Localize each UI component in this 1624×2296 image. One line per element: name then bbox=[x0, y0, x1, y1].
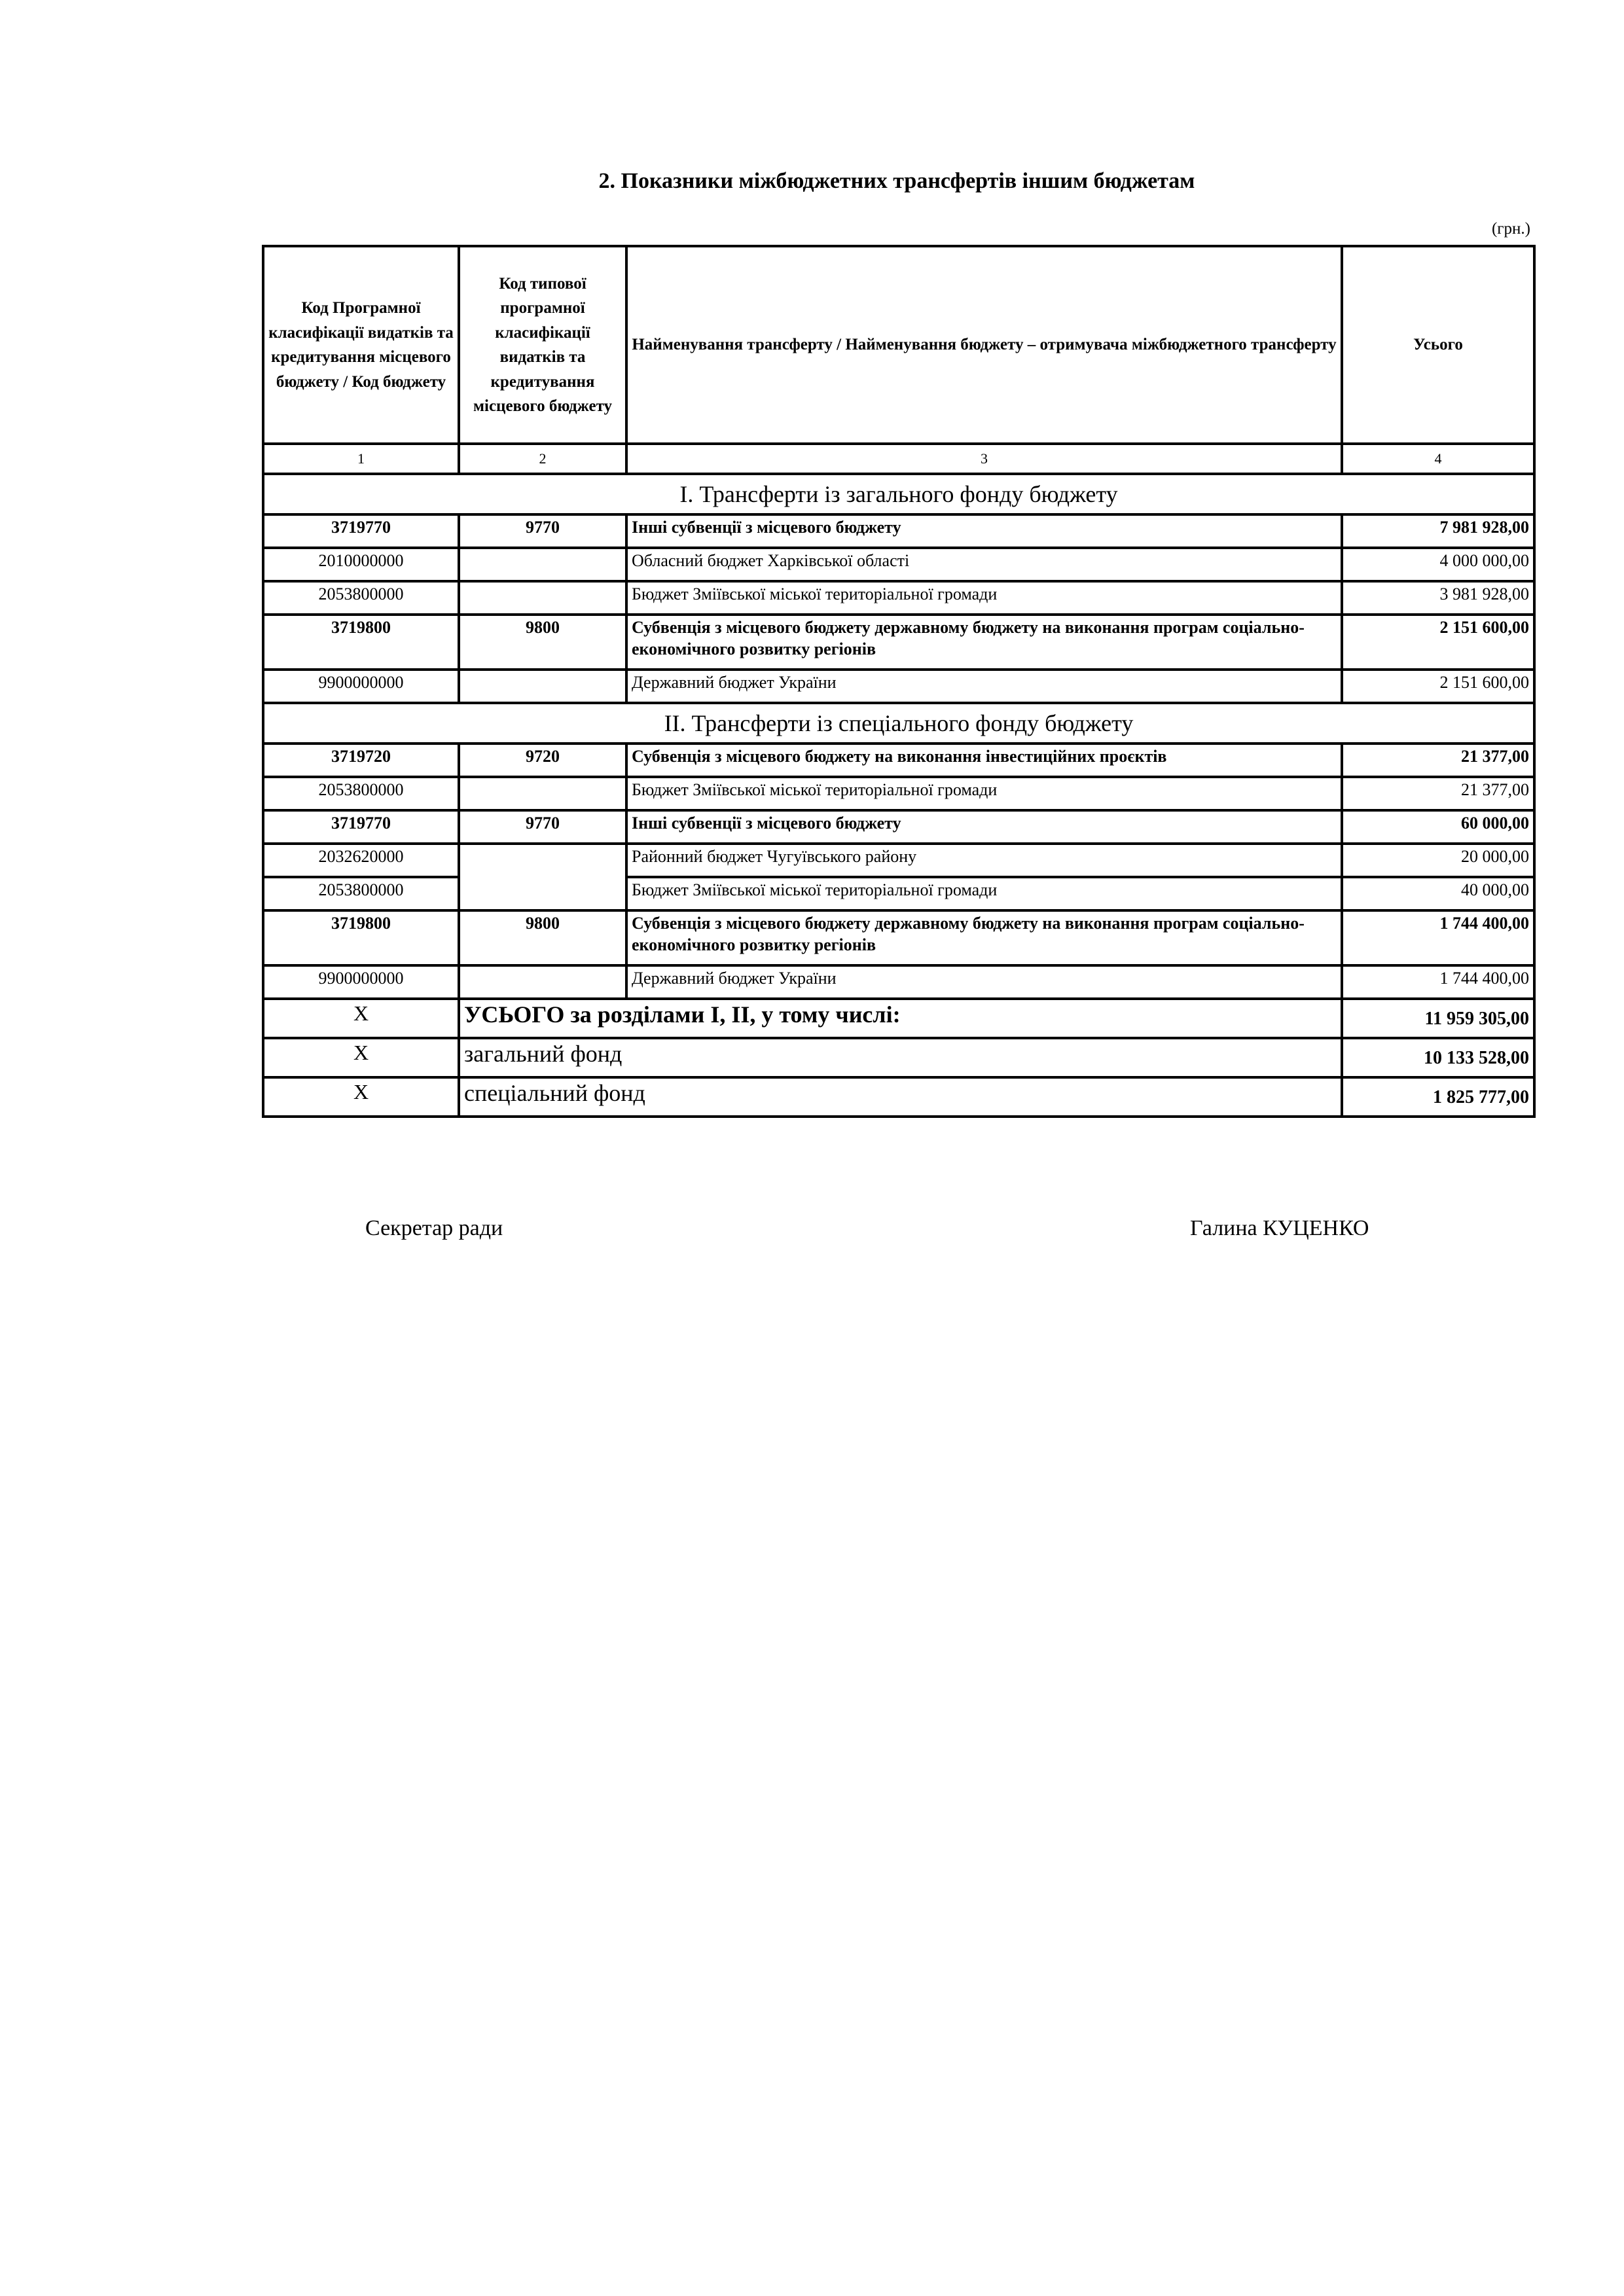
section-1-header bbox=[263, 474, 1534, 514]
table-row bbox=[263, 910, 1534, 965]
budget-code: 2053800000 bbox=[263, 581, 459, 615]
general-fund-label: загальний фонд bbox=[459, 1038, 1342, 1077]
type-code: 9800 bbox=[459, 615, 626, 670]
amount: 4 000 000,00 bbox=[1342, 548, 1534, 581]
budget-name: Обласний бюджет Харківської області bbox=[626, 548, 1342, 581]
type-code bbox=[459, 844, 626, 910]
table-row bbox=[263, 844, 1534, 877]
program-code: 3719800 bbox=[263, 910, 459, 965]
program-code: 3719800 bbox=[263, 615, 459, 670]
type-code bbox=[459, 777, 626, 810]
type-code bbox=[459, 965, 626, 999]
table-row bbox=[263, 581, 1534, 615]
budget-name: Бюджет Зміївської міської територіальної громади bbox=[626, 581, 1342, 615]
transfers-table bbox=[262, 245, 1536, 1118]
header-program-code: Код Програмної класифікації видатків та кредитування місцевого бюджету / Код бюджету bbox=[263, 246, 459, 444]
special-fund-amount: 1 825 777,00 bbox=[1342, 1077, 1534, 1117]
total-amount: 11 959 305,00 bbox=[1342, 999, 1534, 1038]
program-code: 3719720 bbox=[263, 744, 459, 777]
total-label: УСЬОГО за розділами І, ІІ, у тому числі: bbox=[459, 999, 1342, 1038]
type-code: 9800 bbox=[459, 910, 626, 965]
transfer-name: Субвенція з місцевого бюджету державному бюджету на виконання програм соціально-економічного розвитку регіонів bbox=[626, 910, 1342, 965]
column-number: 2 bbox=[459, 444, 626, 474]
budget-code: 9900000000 bbox=[263, 670, 459, 703]
signatory-position: Секретар ради bbox=[365, 1216, 503, 1240]
special-fund-label: спеціальний фонд bbox=[459, 1077, 1342, 1117]
budget-name: Бюджет Зміївської міської територіальної громади bbox=[626, 777, 1342, 810]
total-row bbox=[263, 999, 1534, 1038]
header-transfer-name: Найменування трансферту / Найменування бюджету – отримувача міжбюджетного трансферту bbox=[626, 246, 1342, 444]
type-code: 9770 bbox=[459, 810, 626, 844]
section-2-header bbox=[263, 703, 1534, 744]
amount: 60 000,00 bbox=[1342, 810, 1534, 844]
program-code: 3719770 bbox=[263, 514, 459, 548]
column-numbers-row bbox=[263, 444, 1534, 474]
section-title: I. Трансферти із загального фонду бюджету bbox=[263, 474, 1534, 514]
table-row bbox=[263, 877, 1534, 910]
type-code: 9770 bbox=[459, 514, 626, 548]
total-mark: Х bbox=[263, 999, 459, 1038]
total-mark: Х bbox=[263, 1038, 459, 1077]
amount: 21 377,00 bbox=[1342, 744, 1534, 777]
table-row bbox=[263, 810, 1534, 844]
unit-label: (грн.) bbox=[1491, 220, 1530, 238]
budget-name: Районний бюджет Чугуївського району bbox=[626, 844, 1342, 877]
amount: 3 981 928,00 bbox=[1342, 581, 1534, 615]
type-code bbox=[459, 548, 626, 581]
table-row bbox=[263, 965, 1534, 999]
document-title: 2. Показники міжбюджетних трансфертів іншим бюджетам bbox=[598, 169, 1195, 193]
program-code: 3719770 bbox=[263, 810, 459, 844]
total-mark: Х bbox=[263, 1077, 459, 1117]
amount: 20 000,00 bbox=[1342, 844, 1534, 877]
table-row bbox=[263, 615, 1534, 670]
header-type-code: Код типової програмної класифікації видатків та кредитування місцевого бюджету bbox=[459, 246, 626, 444]
budget-code: 9900000000 bbox=[263, 965, 459, 999]
amount: 1 744 400,00 bbox=[1342, 910, 1534, 965]
budget-name: Державний бюджет України bbox=[626, 965, 1342, 999]
type-code: 9720 bbox=[459, 744, 626, 777]
budget-code: 2053800000 bbox=[263, 777, 459, 810]
column-number: 1 bbox=[263, 444, 459, 474]
transfer-name: Інші субвенції з місцевого бюджету bbox=[626, 810, 1342, 844]
header-total: Усього bbox=[1342, 246, 1534, 444]
budget-code: 2010000000 bbox=[263, 548, 459, 581]
budget-code: 2032620000 bbox=[263, 844, 459, 877]
amount: 1 744 400,00 bbox=[1342, 965, 1534, 999]
table-header-row bbox=[263, 246, 1534, 444]
transfer-name: Субвенція з місцевого бюджету державному бюджету на виконання програм соціально-економічного розвитку регіонів bbox=[626, 615, 1342, 670]
column-number: 3 bbox=[626, 444, 1342, 474]
budget-code: 2053800000 bbox=[263, 877, 459, 910]
signatory-name: Галина КУЦЕНКО bbox=[1190, 1216, 1369, 1240]
table-row bbox=[263, 670, 1534, 703]
transfer-name: Інші субвенції з місцевого бюджету bbox=[626, 514, 1342, 548]
table-row bbox=[263, 514, 1534, 548]
column-number: 4 bbox=[1342, 444, 1534, 474]
amount: 7 981 928,00 bbox=[1342, 514, 1534, 548]
table-row bbox=[263, 548, 1534, 581]
general-fund-amount: 10 133 528,00 bbox=[1342, 1038, 1534, 1077]
budget-name: Бюджет Зміївської міської територіальної громади bbox=[626, 877, 1342, 910]
type-code bbox=[459, 581, 626, 615]
table-row bbox=[263, 777, 1534, 810]
amount: 2 151 600,00 bbox=[1342, 670, 1534, 703]
general-fund-row bbox=[263, 1038, 1534, 1077]
table-row bbox=[263, 744, 1534, 777]
type-code bbox=[459, 670, 626, 703]
amount: 21 377,00 bbox=[1342, 777, 1534, 810]
transfer-name: Субвенція з місцевого бюджету на виконання інвестиційних проєктів bbox=[626, 744, 1342, 777]
amount: 40 000,00 bbox=[1342, 877, 1534, 910]
amount: 2 151 600,00 bbox=[1342, 615, 1534, 670]
special-fund-row bbox=[263, 1077, 1534, 1117]
section-title: II. Трансферти із спеціального фонду бюджету bbox=[263, 703, 1534, 744]
budget-name: Державний бюджет України bbox=[626, 670, 1342, 703]
